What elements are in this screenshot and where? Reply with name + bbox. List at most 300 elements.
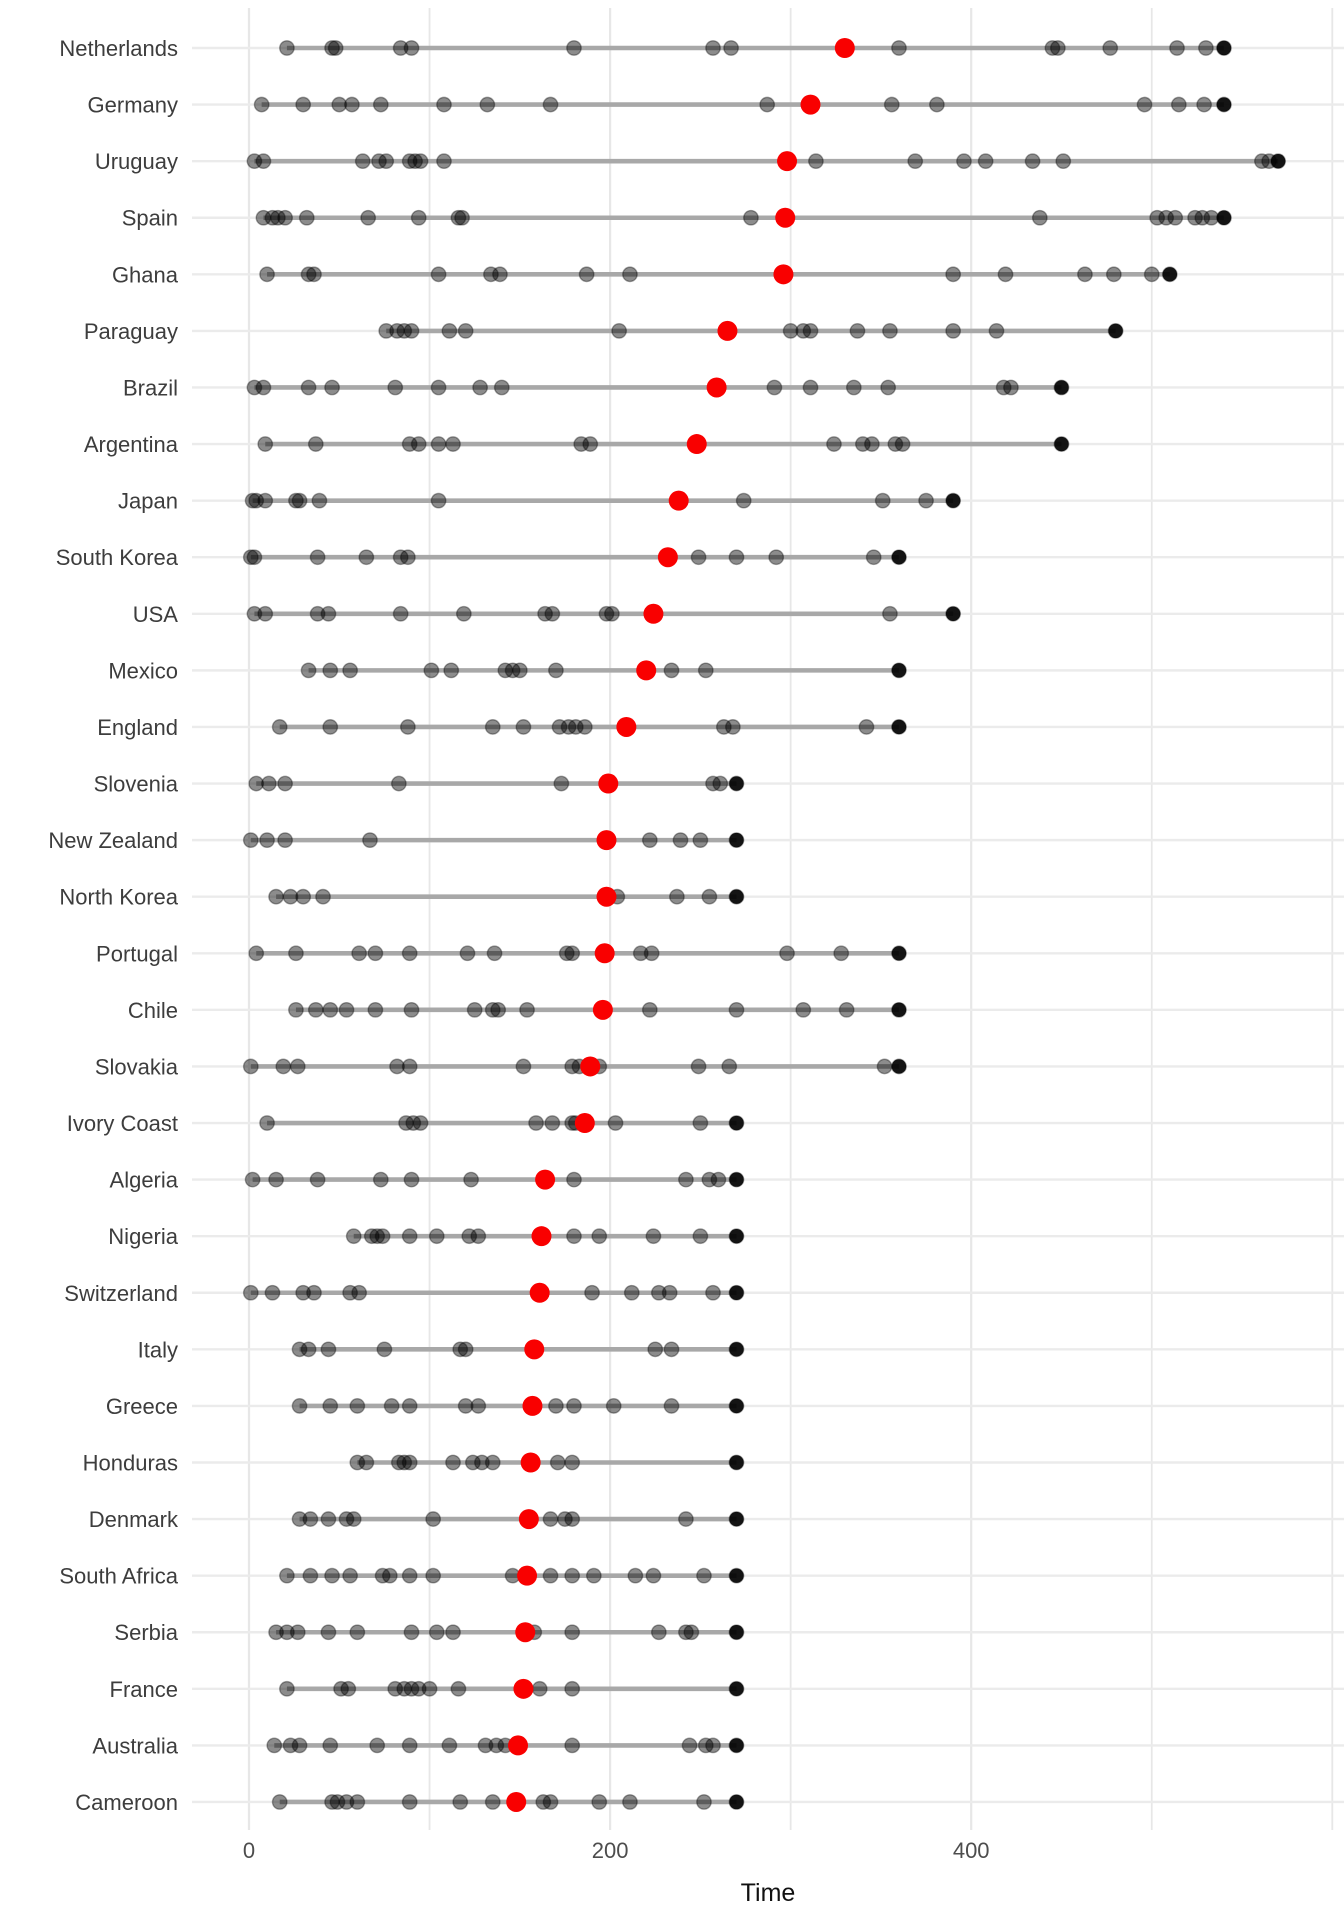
data-point [706, 1286, 720, 1300]
mean-point [777, 151, 797, 171]
data-point [289, 1003, 303, 1017]
data-point [323, 1399, 337, 1413]
data-point [780, 946, 794, 960]
data-point [1004, 380, 1018, 394]
data-point [565, 1512, 579, 1526]
data-point [413, 1116, 427, 1130]
data-point [516, 720, 530, 734]
data-point [697, 1568, 711, 1582]
mean-point [636, 660, 656, 680]
data-point [402, 946, 416, 960]
data-point [697, 1795, 711, 1809]
data-point [567, 1172, 581, 1186]
data-point [260, 267, 274, 281]
mean-point [513, 1679, 533, 1699]
data-point [321, 1625, 335, 1639]
data-point [437, 97, 451, 111]
data-point [437, 154, 451, 168]
data-point [702, 890, 716, 904]
data-point [693, 1229, 707, 1243]
data-point [892, 1059, 906, 1073]
data-point [1271, 154, 1285, 168]
data-point [467, 1003, 481, 1017]
data-point [307, 267, 321, 281]
data-point [316, 890, 330, 904]
data-point [267, 1738, 281, 1752]
data-point [431, 380, 445, 394]
data-point [260, 833, 274, 847]
data-point [682, 1738, 696, 1752]
data-point [359, 1455, 373, 1469]
data-point [729, 1568, 743, 1582]
country-label: Slovenia [93, 771, 178, 797]
data-point [424, 663, 438, 677]
data-point [1033, 211, 1047, 225]
data-point [446, 437, 460, 451]
data-point [946, 493, 960, 507]
mean-point [643, 604, 663, 624]
data-point [592, 1229, 606, 1243]
data-point [722, 1059, 736, 1073]
data-point [565, 1682, 579, 1696]
data-point [946, 324, 960, 338]
data-point [458, 1342, 472, 1356]
data-point [1145, 267, 1159, 281]
data-point [1217, 211, 1231, 225]
data-point [883, 324, 897, 338]
data-point [549, 663, 563, 677]
data-point [272, 1795, 286, 1809]
data-point [412, 211, 426, 225]
data-point [549, 1399, 563, 1413]
data-point [323, 1003, 337, 1017]
data-point [607, 1399, 621, 1413]
data-point [670, 890, 684, 904]
data-point [729, 776, 743, 790]
data-point [352, 1286, 366, 1300]
data-point [249, 946, 263, 960]
data-point [291, 1625, 305, 1639]
data-point [691, 1059, 705, 1073]
data-point [648, 1342, 662, 1356]
data-point [729, 1003, 743, 1017]
data-point [1217, 97, 1231, 111]
data-point [254, 97, 268, 111]
mean-point [616, 717, 636, 737]
data-point [356, 154, 370, 168]
data-point [300, 211, 314, 225]
data-point [567, 1229, 581, 1243]
data-point [301, 1342, 315, 1356]
data-point [892, 720, 906, 734]
data-point [388, 380, 402, 394]
data-point [321, 1512, 335, 1526]
data-point [644, 946, 658, 960]
data-point [587, 1568, 601, 1582]
data-point [310, 1172, 324, 1186]
data-point [384, 1399, 398, 1413]
data-point [930, 97, 944, 111]
data-point [919, 493, 933, 507]
data-point [605, 607, 619, 621]
data-point [368, 946, 382, 960]
data-point [543, 97, 557, 111]
data-point [693, 833, 707, 847]
data-point [325, 1568, 339, 1582]
data-point [402, 1568, 416, 1582]
country-label: Ghana [111, 262, 178, 288]
data-point [272, 720, 286, 734]
data-point [312, 493, 326, 507]
data-point [673, 833, 687, 847]
data-point [495, 380, 509, 394]
country-label: Germany [87, 92, 178, 118]
data-point [585, 1286, 599, 1300]
mean-point [658, 547, 678, 567]
data-point [684, 1625, 698, 1639]
data-point [729, 1512, 743, 1526]
data-point [892, 1003, 906, 1017]
country-label: Cameroon [75, 1789, 178, 1815]
data-point [244, 1059, 258, 1073]
data-point [796, 1003, 810, 1017]
data-point [565, 1455, 579, 1469]
data-point [1163, 267, 1177, 281]
data-point [567, 1399, 581, 1413]
data-point [486, 720, 500, 734]
data-point [892, 41, 906, 55]
data-point [309, 437, 323, 451]
data-point [664, 663, 678, 677]
data-point [892, 946, 906, 960]
data-point [269, 890, 283, 904]
data-point [392, 776, 406, 790]
data-point [258, 493, 272, 507]
country-label: New Zealand [48, 828, 178, 854]
country-label: South Korea [55, 545, 178, 571]
data-point [446, 1625, 460, 1639]
mean-point [535, 1170, 555, 1190]
data-point [296, 97, 310, 111]
data-point [471, 1229, 485, 1243]
data-point [859, 720, 873, 734]
data-point [664, 1342, 678, 1356]
data-point [260, 1116, 274, 1130]
data-point [1137, 97, 1151, 111]
data-point [729, 1229, 743, 1243]
data-point [579, 267, 593, 281]
data-point [643, 833, 657, 847]
data-point [343, 1568, 357, 1582]
data-point [487, 946, 501, 960]
data-point [278, 833, 292, 847]
data-point [368, 1003, 382, 1017]
data-point [347, 1229, 361, 1243]
data-point [328, 41, 342, 55]
data-point [865, 437, 879, 451]
data-point [325, 380, 339, 394]
x-tick-label: 0 [242, 1838, 256, 1863]
data-point [256, 154, 270, 168]
data-point [809, 154, 823, 168]
country-label: Denmark [88, 1507, 178, 1533]
mean-point [707, 377, 727, 397]
data-point [321, 1342, 335, 1356]
data-point [760, 97, 774, 111]
data-point [422, 1682, 436, 1696]
data-point [404, 1172, 418, 1186]
mean-point [669, 491, 689, 511]
data-point [711, 1172, 725, 1186]
data-point [567, 41, 581, 55]
data-point [442, 1738, 456, 1752]
country-label: Switzerland [64, 1280, 178, 1306]
data-point [453, 1795, 467, 1809]
data-point [699, 663, 713, 677]
country-label: South Africa [59, 1563, 178, 1589]
data-point [323, 720, 337, 734]
data-point [374, 97, 388, 111]
data-point [989, 324, 1003, 338]
data-point [592, 1795, 606, 1809]
data-point [520, 1003, 534, 1017]
data-point [296, 890, 310, 904]
data-point [323, 663, 337, 677]
country-label: Italy [137, 1337, 178, 1363]
country-label: USA [132, 601, 178, 627]
data-point [402, 1455, 416, 1469]
data-point [402, 1399, 416, 1413]
data-point [321, 607, 335, 621]
country-label: Portugal [96, 941, 178, 967]
data-point [341, 1682, 355, 1696]
data-point [706, 1738, 720, 1752]
data-point [646, 1568, 660, 1582]
data-point [361, 211, 375, 225]
x-tick-labels [243, 1838, 990, 1863]
mean-point [595, 943, 615, 963]
data-point [529, 1116, 543, 1130]
data-point [247, 550, 261, 564]
x-tick-label: 400 [952, 1838, 990, 1863]
data-point [545, 607, 559, 621]
data-point [729, 1625, 743, 1639]
data-point [426, 1568, 440, 1582]
mean-point [773, 264, 793, 284]
data-point [706, 41, 720, 55]
country-label: Greece [105, 1393, 178, 1419]
data-point [769, 550, 783, 564]
mean-point [531, 1226, 551, 1246]
data-point [303, 1568, 317, 1582]
mean-point [506, 1792, 526, 1812]
data-point [350, 1795, 364, 1809]
data-point [729, 1795, 743, 1809]
country-label: Algeria [109, 1167, 178, 1193]
data-point [431, 493, 445, 507]
data-point [258, 607, 272, 621]
data-point [446, 1455, 460, 1469]
data-point [729, 1286, 743, 1300]
data-point [278, 776, 292, 790]
data-point [280, 1682, 294, 1696]
country-label: Nigeria [108, 1224, 178, 1250]
data-point [301, 663, 315, 677]
data-point [565, 1625, 579, 1639]
mean-point [835, 38, 855, 58]
data-point [543, 1795, 557, 1809]
data-point [339, 1003, 353, 1017]
data-point [244, 833, 258, 847]
data-point [471, 1399, 485, 1413]
data-point [892, 663, 906, 677]
mean-point [521, 1453, 541, 1473]
data-point [473, 380, 487, 394]
data-point [664, 1399, 678, 1413]
country-label: Argentina [83, 432, 178, 458]
data-point [347, 1512, 361, 1526]
mean-point [801, 95, 821, 115]
data-point [803, 380, 817, 394]
data-point [280, 41, 294, 55]
mean-point [775, 208, 795, 228]
x-tick-label: 200 [591, 1838, 629, 1863]
country-label: Paraguay [83, 318, 178, 344]
data-point [323, 1738, 337, 1752]
data-point [289, 946, 303, 960]
mean-point [575, 1113, 595, 1133]
data-point [457, 607, 471, 621]
data-point [401, 720, 415, 734]
data-point [402, 1229, 416, 1243]
mean-point [580, 1056, 600, 1076]
data-point [1170, 41, 1184, 55]
x-axis-title: Time [740, 1879, 796, 1907]
data-point [393, 607, 407, 621]
country-label: Netherlands [59, 36, 178, 61]
data-point [850, 324, 864, 338]
data-point [363, 833, 377, 847]
data-point [412, 437, 426, 451]
data-point [729, 1455, 743, 1469]
row-gridlines [192, 48, 1344, 1802]
data-point [729, 1172, 743, 1186]
data-point [486, 1455, 500, 1469]
mean-points [506, 38, 855, 1812]
range-lines [251, 48, 1278, 1802]
data-point [839, 1003, 853, 1017]
data-point [867, 550, 881, 564]
data-point [486, 1795, 500, 1809]
data-point [847, 380, 861, 394]
mean-point [596, 830, 616, 850]
data-point [543, 1568, 557, 1582]
data-point [554, 776, 568, 790]
data-point [543, 1512, 557, 1526]
data-point [430, 1229, 444, 1243]
mean-point [687, 434, 707, 454]
data-point [374, 1172, 388, 1186]
data-point [652, 1625, 666, 1639]
data-point [729, 1682, 743, 1696]
data-point [458, 324, 472, 338]
data-point [383, 1568, 397, 1582]
country-label: England [97, 714, 178, 740]
data-point [426, 1512, 440, 1526]
data-point [513, 663, 527, 677]
mean-point [519, 1509, 539, 1529]
data-point [1172, 97, 1186, 111]
mean-point [596, 887, 616, 907]
data-point [451, 1682, 465, 1696]
data-point [442, 324, 456, 338]
data-point [493, 267, 507, 281]
data-point [292, 1738, 306, 1752]
data-point [957, 154, 971, 168]
data-point [370, 1738, 384, 1752]
data-point [691, 550, 705, 564]
data-point [883, 607, 897, 621]
data-point [729, 890, 743, 904]
data-point [565, 946, 579, 960]
data-point [404, 324, 418, 338]
data-point [245, 1172, 259, 1186]
data-point [565, 1568, 579, 1582]
data-point [343, 663, 357, 677]
data-point [565, 1738, 579, 1752]
data-point [946, 607, 960, 621]
data-point [767, 380, 781, 394]
country-label: France [109, 1676, 178, 1702]
country-label: Honduras [82, 1450, 178, 1476]
country-label: Mexico [108, 658, 178, 684]
data-point [244, 1286, 258, 1300]
data-point [491, 1003, 505, 1017]
country-label: Slovakia [94, 1054, 178, 1080]
data-point [628, 1568, 642, 1582]
country-label: Spain [121, 205, 178, 231]
data-point [1051, 41, 1065, 55]
data-point [402, 1738, 416, 1752]
data-points [244, 41, 1286, 1809]
data-point [713, 776, 727, 790]
data-point [430, 1625, 444, 1639]
data-point [643, 1003, 657, 1017]
data-point [307, 1286, 321, 1300]
data-point [291, 1059, 305, 1073]
data-point [729, 1116, 743, 1130]
data-point [402, 1059, 416, 1073]
data-point [258, 437, 272, 451]
data-point [431, 437, 445, 451]
data-point [352, 946, 366, 960]
country-label: Ivory Coast [66, 1111, 178, 1137]
data-point [359, 550, 373, 564]
data-point [1108, 324, 1122, 338]
data-point [301, 380, 315, 394]
data-point [1107, 267, 1121, 281]
data-point [1199, 41, 1213, 55]
data-point [276, 1059, 290, 1073]
data-point [1197, 97, 1211, 111]
data-point [309, 1003, 323, 1017]
data-point [402, 1795, 416, 1809]
data-point [278, 211, 292, 225]
mean-point [530, 1283, 550, 1303]
data-point [256, 380, 270, 394]
data-point [737, 493, 751, 507]
data-point [881, 380, 895, 394]
